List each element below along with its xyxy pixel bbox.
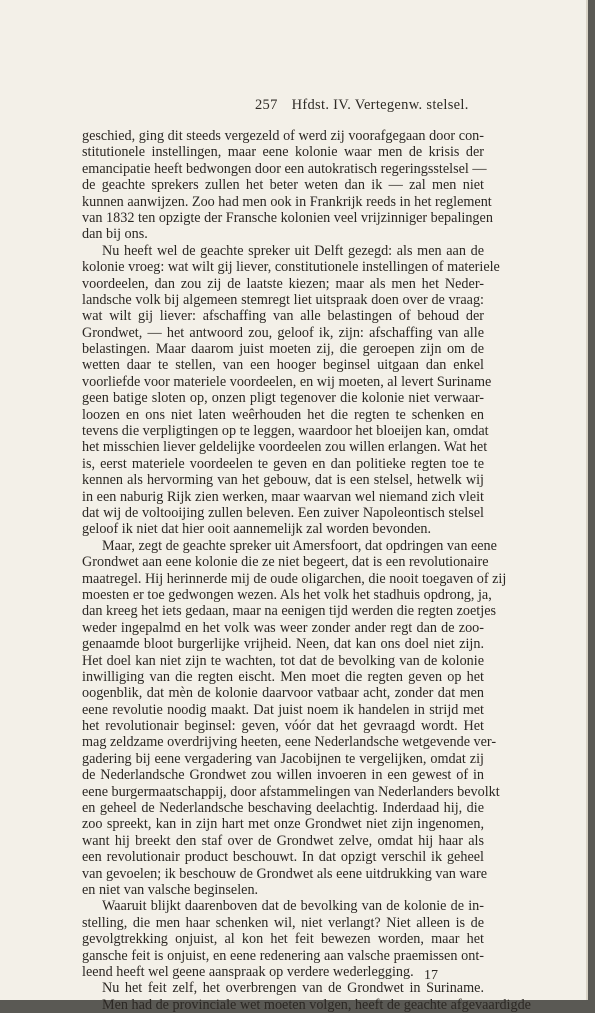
text-line: Waaruit blijkt daarenboven dat de bevolking van de kolonie de in-	[102, 898, 484, 915]
signature-mark: 17	[424, 968, 438, 983]
text-line: van 1832 ten opzigte der Fransche kolonien veel vrijzinniger bepalingen	[82, 209, 493, 226]
text-line: stelling, die men haar schenken wil, niet verlangt? Niet alleen is de	[82, 914, 484, 931]
running-head	[255, 97, 474, 114]
text-line: Nu het feit zelf, het overbrengen van de Grondwet in Suriname.	[102, 980, 484, 997]
text-line: geen batige sloten op, onzen pligt tegenover die kolonie niet verwaar-	[82, 390, 484, 407]
page-number: 257	[255, 97, 278, 113]
text-line: landsche volk bij algemeen stemregt liet uitspraak doen over de vraag:	[82, 291, 484, 308]
text-line: eene burgermaatschappij, door afstammelingen van Nederlanders bevolkt	[82, 783, 500, 800]
text-line: voorliefde voor materiele voordeelen, en wij moeten, al levert Suriname	[82, 373, 492, 390]
text-line: Grondwet aan eene kolonie die ze niet begeert, dat is een revolutionaire	[82, 554, 489, 571]
text-line: eene revolutie noodig maakt. Dat juist noem ik handelen in strijd met	[82, 701, 484, 718]
text-line: genaamde bloot burgerlijke vrijheid. Neen, dat kan ons doel niet zijn.	[82, 636, 484, 653]
text-line: een revolutionair product beschouwt. In dat opzigt verschil ik geheel	[82, 849, 484, 866]
text-line: stitutionele instellingen, maar eene kolonie waar men de krisis der	[82, 144, 484, 161]
text-line: Nu heeft wel de geachte spreker uit Delft gezegd: als men aan de	[102, 242, 484, 259]
text-line: mag zeldzame overdrijving heeten, eene Nederlandsche wetgevende ver-	[82, 734, 497, 751]
text-line: de geachte sprekers zullen het beter weten dan ik — zal men niet	[82, 177, 484, 194]
text-line: dat wij de voltooijing zullen beleven. Een zuiver Napoleontisch stelsel	[82, 504, 484, 521]
text-line: loozen en ons niet laten weêrhouden het die regten te schenken en	[82, 406, 484, 423]
text-line: weder ingepalmd en het volk was weer zonder ander regt dan de zoo-	[82, 619, 484, 636]
text-line: en geheel de Nederlandsche beschaving deelachtig. Inderdaad hij, die	[82, 800, 484, 817]
text-line: tevens die verpligtingen op te leggen, waardoor het bloeijen kan, omdat	[82, 423, 489, 440]
text-line: gadering bij eene vergadering van Jacobijnen te vergelijken, omdat zij	[82, 750, 484, 767]
text-line: kennen als hervorming van het gebouw, dat is een stelsel, hetwelk wij	[82, 472, 484, 489]
text-line: kolonie vroeg: wat wilt gij liever, constitutionele instellingen of materiele	[82, 259, 500, 276]
text-line: gevolgtrekking onjuist, al kon het feit bewezen worden, maar het	[82, 931, 484, 948]
text-line: zoo spreekt, kan in zijn hart met onze Grondwet niet zijn ingenomen,	[82, 816, 484, 833]
text-line: Grondwet, — het antwoord zou, geloof ik, zijn: afschaffing van alle	[82, 324, 484, 341]
text-line: belastingen. Maar daarom juist moeten zij, die geroepen zijn om de	[82, 341, 484, 358]
text-line: inwilliging van die regten eischt. Men moet die regten geven op het	[82, 668, 484, 685]
text-line: Maar, zegt de geachte spreker uit Amersfoort, dat opdringen van eene	[102, 537, 497, 554]
text-line: gansche feit is onjuist, en eene redenering aan valsche praemissen ont-	[82, 947, 484, 964]
text-line: leend heeft wel geene aanspraak op verdere wederlegging.	[82, 963, 414, 980]
text-line: oogenblik, dat mèn de kolonie daarvoor vatbaar acht, zonder dat men	[82, 685, 484, 702]
text-line: maatregel. Hij herinnerde mij de oude oligarchen, die nooit toegaven of zij	[82, 570, 507, 587]
text-line: kunnen aanwijzen. Zoo had men ook in Frankrijk reeds in het reglement	[82, 193, 492, 210]
body-text	[82, 128, 531, 1013]
text-line: Men had de provinciale wet moeten volgen, heeft de geachte afgevaardigde	[102, 996, 531, 1013]
text-line: wetten daar te stellen, van een hooger beginsel uitgaan dan enkel	[82, 357, 484, 374]
text-line: want hij breekt den staf over de Grondwet zelve, omdat hij haar als	[82, 832, 484, 849]
text-line: geloof ik niet dat hier ooit aannemelijk zal worden bevonden.	[82, 521, 432, 538]
text-line: wat wilt gij liever: afschaffing van alle belastingen of behoud der	[82, 308, 484, 325]
text-line: dan bij ons.	[82, 226, 148, 243]
text-line: is, eerst materiele voordeelen te geven en dan politieke regten toe te	[82, 455, 484, 472]
text-line: in een naburig Rijk zien werken, maar waarvan wel niemand zich vleit	[82, 488, 484, 505]
text-line: geschied, ging dit steeds vergezeld of werd zij voorafgegaan door con-	[82, 128, 484, 144]
text-line: moesten er toe gedwongen wezen. Als het volk het stadhuis opdrong, ja,	[82, 586, 492, 603]
running-title: Hfdst. IV. Vertegenw. stelsel.	[291, 97, 469, 113]
text-line: het revolutionair beginsel: geven, vóór dat het gevraagd wordt. Het	[82, 718, 484, 735]
text-line: emancipatie heeft bedwongen door een autokratisch regeringsstelsel —	[82, 160, 487, 177]
text-line: het misschien liever geldelijke voordeelen zou willen erlangen. Wat het	[82, 439, 488, 456]
text-line: Het doel kan niet zijn te wachten, tot dat de bevolking van de kolonie	[82, 652, 484, 669]
text-line: dan kreeg het iets gedaan, maar na eenigen tijd werden die regten zoetjes	[82, 603, 497, 620]
text-line: de Nederlandsche Grondwet zou willen invoeren in een gewest of in	[82, 767, 484, 784]
text-line: en niet van valsche beginselen.	[82, 881, 259, 898]
text-line: voordeelen, dan zou zij de laatste kiezen; maar als men het Neder-	[82, 275, 484, 292]
text-line: van gevoelen; ik beschouw de Grondwet als eene uitdrukking van ware	[82, 865, 488, 882]
